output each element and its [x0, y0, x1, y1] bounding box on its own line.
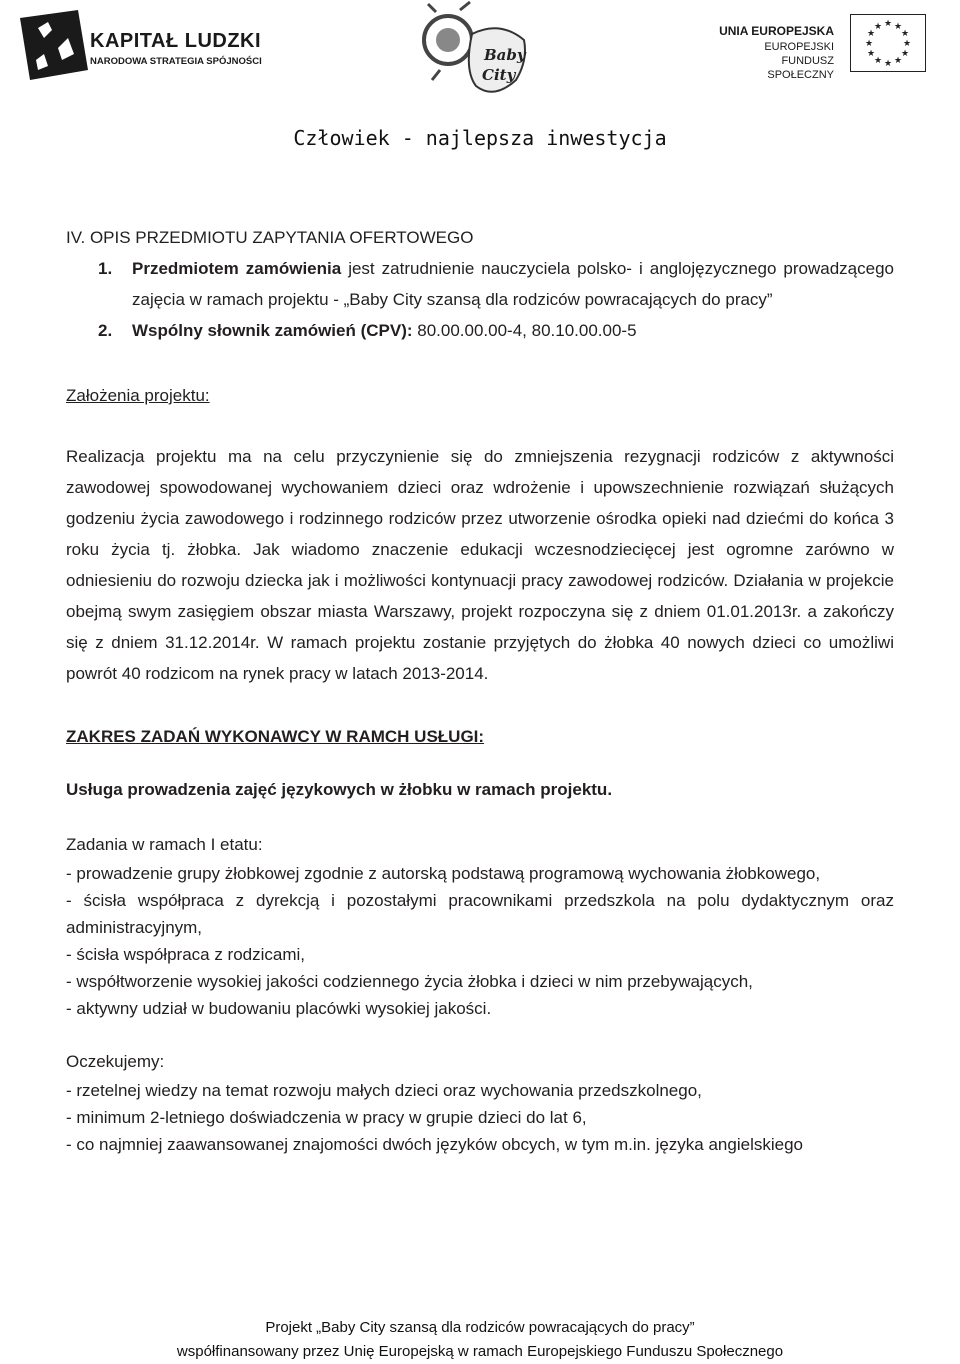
baby-city-logo: [420, 0, 530, 110]
footer-line-2: współfinansowany przez Unię Europejską w ramach Europejskiego Funduszu Społecznego: [176, 1343, 784, 1360]
svg-text:★: ★: [883, 59, 893, 69]
item-number: 1.: [98, 259, 113, 278]
footer-line-1: Projekt „Baby City szansą dla rodziców powracających do pracy”: [265, 1319, 695, 1336]
item-text: jest zatrudnienie nauczyciela polsko- i anglojęzycznego prowadzącego zajęcia w ramach projektu - „Baby City szansą dla rodziców powracających do pracy”: [132, 259, 894, 309]
assumptions-heading: Założenia projektu:: [66, 386, 210, 405]
task-item: - współtworzenie wysokiej jakości codziennego życia żłobka i dzieci w nim przebywających,: [66, 972, 753, 991]
svg-text:★: ★: [893, 56, 903, 66]
eu-flag-icon: [850, 14, 926, 72]
kl-subtitle: NARODOWA STRATEGIA SPÓJNOŚCI: [90, 56, 262, 67]
eu-line-3: FUNDUSZ SPOŁECZNY: [767, 55, 834, 81]
scope-heading: ZAKRES ZADAŃ WYKONAWCY W RAMCH USŁUGI:: [66, 727, 485, 746]
task-item: - aktywny udział w budowaniu placówki wysokiej jakości.: [66, 999, 492, 1018]
page-footer: [0, 1316, 960, 1364]
page-header: [0, 0, 960, 150]
expectations-heading: Oczekujemy:: [66, 1052, 165, 1071]
svg-text:★: ★: [873, 56, 883, 66]
kl-title: KAPITAŁ LUDZKI: [90, 30, 262, 52]
expectations-list: [66, 1077, 894, 1158]
expectation-item: - rzetelnej wiedzy na temat rozwoju małych dzieci oraz wychowania przedszkolnego,: [66, 1081, 702, 1100]
svg-text:★: ★: [893, 22, 903, 32]
list-item: [98, 315, 894, 346]
eu-subtitle: [718, 40, 834, 82]
tasks-heading: Zadania w ramach I etatu:: [66, 835, 263, 854]
svg-text:★: ★: [866, 49, 876, 59]
svg-text:★: ★: [864, 39, 874, 49]
section-list: [66, 253, 894, 346]
list-item: [98, 253, 894, 315]
eu-title: UNIA EUROPEJSKA: [719, 24, 834, 38]
task-item: - prowadzenie grupy żłobkowej zgodnie z autorską podstawą programową wychowania żłobkowego,: [66, 864, 821, 883]
item-text: 80.00.00.00-4, 80.10.00.00-5: [412, 321, 637, 340]
svg-text:★: ★: [883, 19, 893, 29]
bc-logo-text-2: City: [482, 66, 516, 84]
item-bold: Przedmiotem zamówienia: [132, 259, 342, 278]
svg-text:★: ★: [866, 29, 876, 39]
scope-subheading: Usługa prowadzenia zajęć językowych w żłobku w ramach projektu.: [66, 780, 613, 799]
task-item: - ścisła współpraca z rodzicami,: [66, 945, 306, 964]
expectation-item: - co najmniej zaawansowanej znajomości dwóch języków obcych, w tym m.in. języka angielskiego: [66, 1135, 803, 1154]
svg-text:★: ★: [900, 29, 910, 39]
task-item: - ścisła współpraca z dyrekcją i pozostałymi pracownikami przedszkola na polu dydaktycznym oraz administracyjnym,: [66, 891, 894, 937]
document-body: [66, 222, 894, 1158]
svg-text:★: ★: [900, 49, 910, 59]
tagline: Człowiek - najlepsza inwestycja: [293, 126, 667, 150]
svg-text:★: ★: [902, 39, 912, 49]
expectation-item: - minimum 2-letniego doświadczenia w pracy w grupie dzieci do lat 6,: [66, 1108, 587, 1127]
svg-text:★: ★: [873, 22, 883, 32]
item-bold: Wspólny słownik zamówień (CPV):: [132, 321, 413, 340]
tasks-list: [66, 860, 894, 1022]
section-heading: IV. OPIS PRZEDMIOTU ZAPYTANIA OFERTOWEGO: [66, 228, 474, 247]
item-number: 2.: [98, 321, 113, 340]
eu-line-2: EUROPEJSKI: [764, 41, 834, 53]
assumptions-body: Realizacja projektu ma na celu przyczynienie się do zmniejszenia rezygnacji rodziców z aktywności zawodowej spowodowanej wychowaniem dzieci oraz wdrożenie i upowszechnienie rozwiązań służących godzeniu życia zawodowego i rodzinnego rodziców przez utworzenie ośrodka opieki nad dziećmi do końca 3 roku życia tj. żłobka. Jak wiadomo znaczenie edukacji wczesnodziecięcej jest ogromne zarówno w odniesieniu do rozwoju dziecka jak i możliwości kontynuacji pracy zawodowej rodziców. Działania w projekcie obejmą swym zasięgiem obszar miasta Warszawy, projekt rozpoczyna się z dniem 01.01.2013r. a zakończy się z dniem 31.12.2014r. W ramach projektu zostanie przyjętych do żłobka 40 nowych dzieci co umożliwi powrót 40 rodzicom na rynek pracy w latach 2013-2014.: [66, 447, 894, 683]
bc-logo-text-1: Baby: [484, 46, 526, 64]
